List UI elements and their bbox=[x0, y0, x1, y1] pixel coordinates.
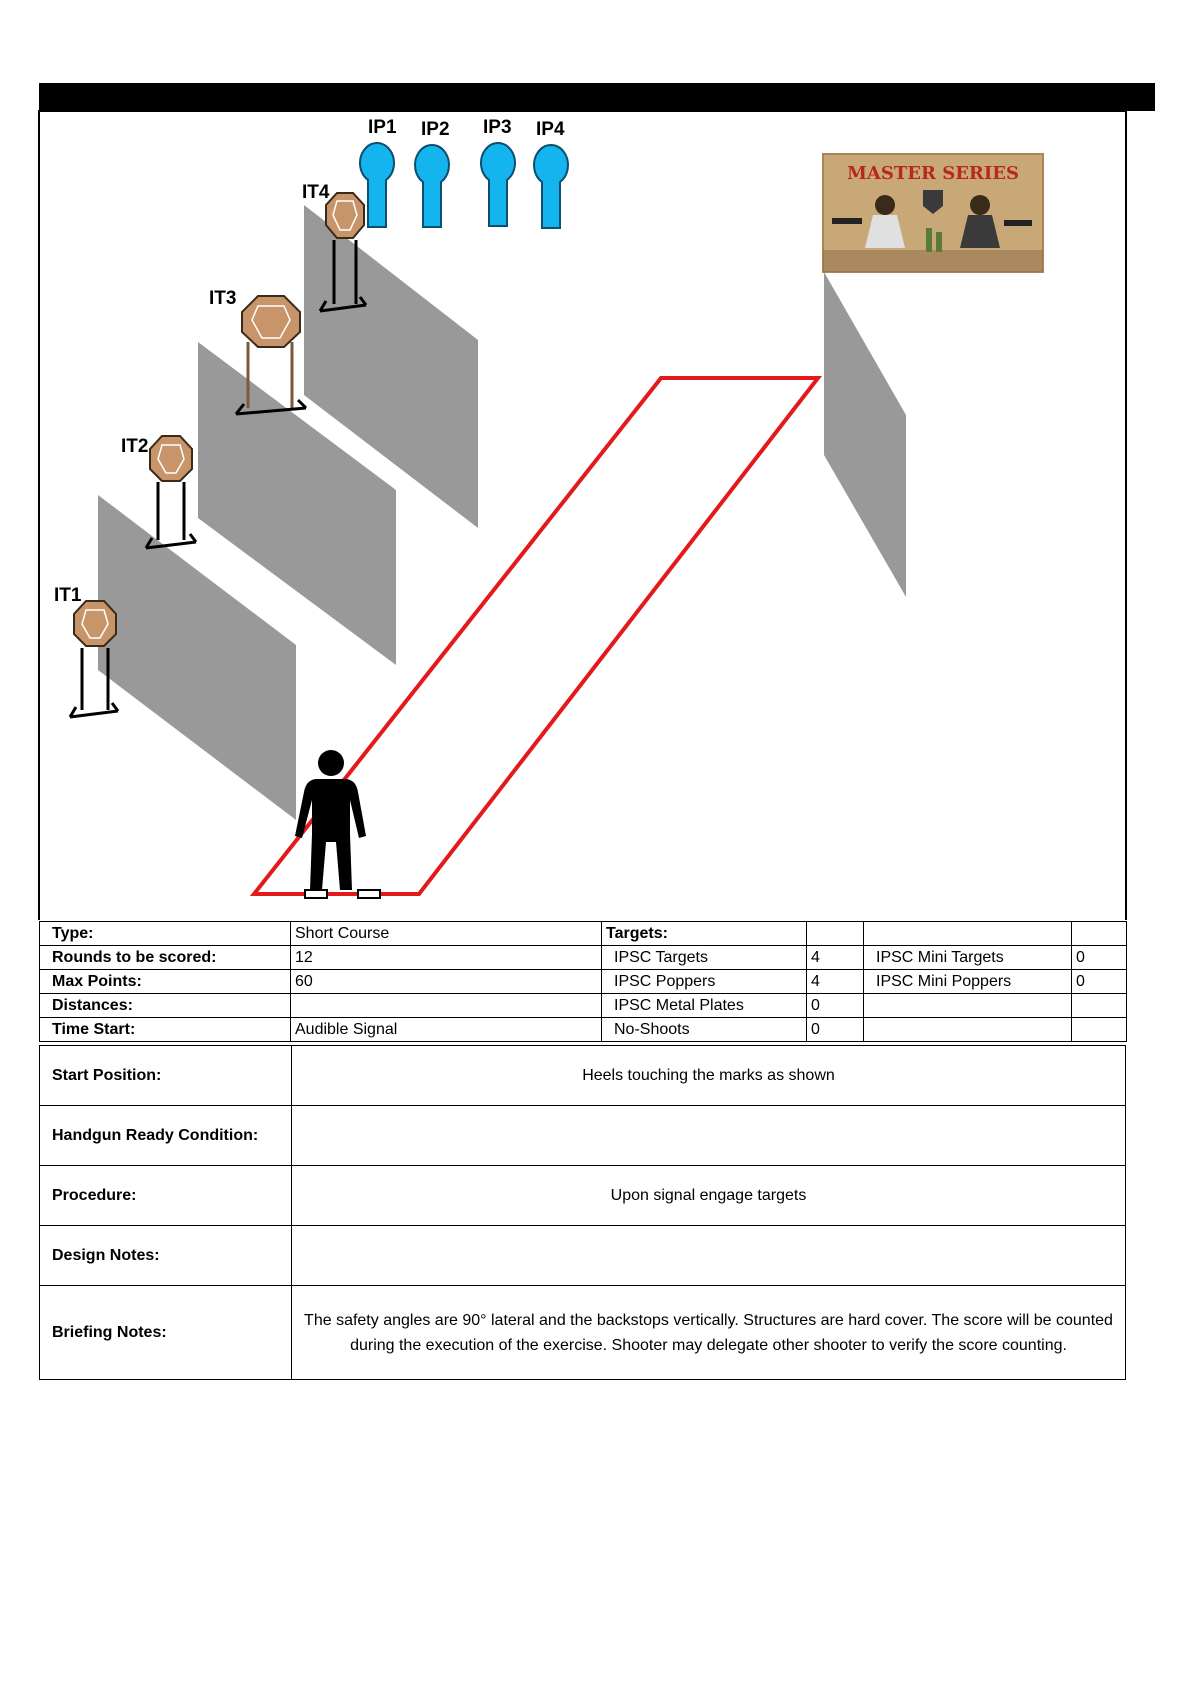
heel-mark-right bbox=[358, 890, 380, 898]
rounds-value: 12 bbox=[291, 946, 602, 970]
ipsc-metal-value: 0 bbox=[807, 994, 864, 1018]
briefing-notes-value: The safety angles are 90° lateral and the backstops vertically. Structures are hard cover. The score will be counted during the execution of the exercise. Shooter may delegate other shooter to verify the score counting. bbox=[292, 1286, 1126, 1380]
ipsc-targets-value: 4 bbox=[807, 946, 864, 970]
label-ip2: IP2 bbox=[421, 119, 450, 140]
popper-ip3 bbox=[481, 143, 515, 226]
shooter-figure bbox=[295, 750, 366, 890]
label-it2: IT2 bbox=[121, 436, 149, 457]
ipsc-target-it2 bbox=[146, 436, 196, 548]
popper-ip2 bbox=[415, 145, 449, 227]
ipsc-targets-label: IPSC Targets bbox=[602, 946, 807, 970]
stage-notes-table bbox=[39, 1045, 1126, 1380]
design-notes-value bbox=[292, 1226, 1126, 1286]
label-ip1: IP1 bbox=[368, 117, 397, 138]
table-row bbox=[40, 922, 1127, 946]
rounds-label: Rounds to be scored: bbox=[40, 946, 291, 970]
procedure-value: Upon signal engage targets bbox=[292, 1166, 1126, 1226]
ready-condition-value bbox=[292, 1106, 1126, 1166]
table-row bbox=[40, 994, 1127, 1018]
label-it1: IT1 bbox=[54, 585, 82, 606]
distances-label: Distances: bbox=[40, 994, 291, 1018]
heel-mark-left bbox=[305, 890, 327, 898]
mini-poppers-value: 0 bbox=[1072, 970, 1127, 994]
ipsc-target-it3 bbox=[236, 296, 306, 414]
wall-right bbox=[824, 272, 906, 597]
mini-poppers-label: IPSC Mini Poppers bbox=[864, 970, 1072, 994]
ready-condition-label: Handgun Ready Condition: bbox=[40, 1106, 292, 1166]
popper-ip4 bbox=[534, 145, 568, 228]
ipsc-poppers-value: 4 bbox=[807, 970, 864, 994]
type-value: Short Course bbox=[291, 922, 602, 946]
label-ip3: IP3 bbox=[483, 117, 512, 138]
table-row bbox=[40, 1046, 1126, 1106]
table-row bbox=[40, 1106, 1126, 1166]
table-row bbox=[40, 1286, 1126, 1380]
time-start-value: Audible Signal bbox=[291, 1018, 602, 1042]
time-start-label: Time Start: bbox=[40, 1018, 291, 1042]
table-row bbox=[40, 1166, 1126, 1226]
ipsc-poppers-label: IPSC Poppers bbox=[602, 970, 807, 994]
distances-value bbox=[291, 994, 602, 1018]
label-it4: IT4 bbox=[302, 182, 330, 203]
label-ip4: IP4 bbox=[536, 119, 565, 140]
ipsc-metal-label: IPSC Metal Plates bbox=[602, 994, 807, 1018]
procedure-label: Procedure: bbox=[40, 1166, 292, 1226]
noshoots-value: 0 bbox=[807, 1018, 864, 1042]
noshoots-label: No-Shoots bbox=[602, 1018, 807, 1042]
max-points-label: Max Points: bbox=[40, 970, 291, 994]
master-series-logo bbox=[823, 154, 1043, 272]
type-label: Type: bbox=[40, 922, 291, 946]
briefing-notes-label: Briefing Notes: bbox=[40, 1286, 292, 1380]
mini-targets-value: 0 bbox=[1072, 946, 1127, 970]
table-row bbox=[40, 1226, 1126, 1286]
design-notes-label: Design Notes: bbox=[40, 1226, 292, 1286]
start-position-label: Start Position: bbox=[40, 1046, 292, 1106]
start-position-value: Heels touching the marks as shown bbox=[292, 1046, 1126, 1106]
table-row bbox=[40, 1018, 1127, 1042]
mini-targets-label: IPSC Mini Targets bbox=[864, 946, 1072, 970]
table-row bbox=[40, 970, 1127, 994]
max-points-value: 60 bbox=[291, 970, 602, 994]
stage-info-table bbox=[39, 921, 1127, 1042]
table-row bbox=[40, 946, 1127, 970]
svg-text:MASTER SERIES: MASTER SERIES bbox=[846, 163, 1020, 184]
popper-ip1 bbox=[360, 143, 394, 227]
label-it3: IT3 bbox=[209, 288, 237, 309]
targets-label: Targets: bbox=[602, 922, 807, 946]
